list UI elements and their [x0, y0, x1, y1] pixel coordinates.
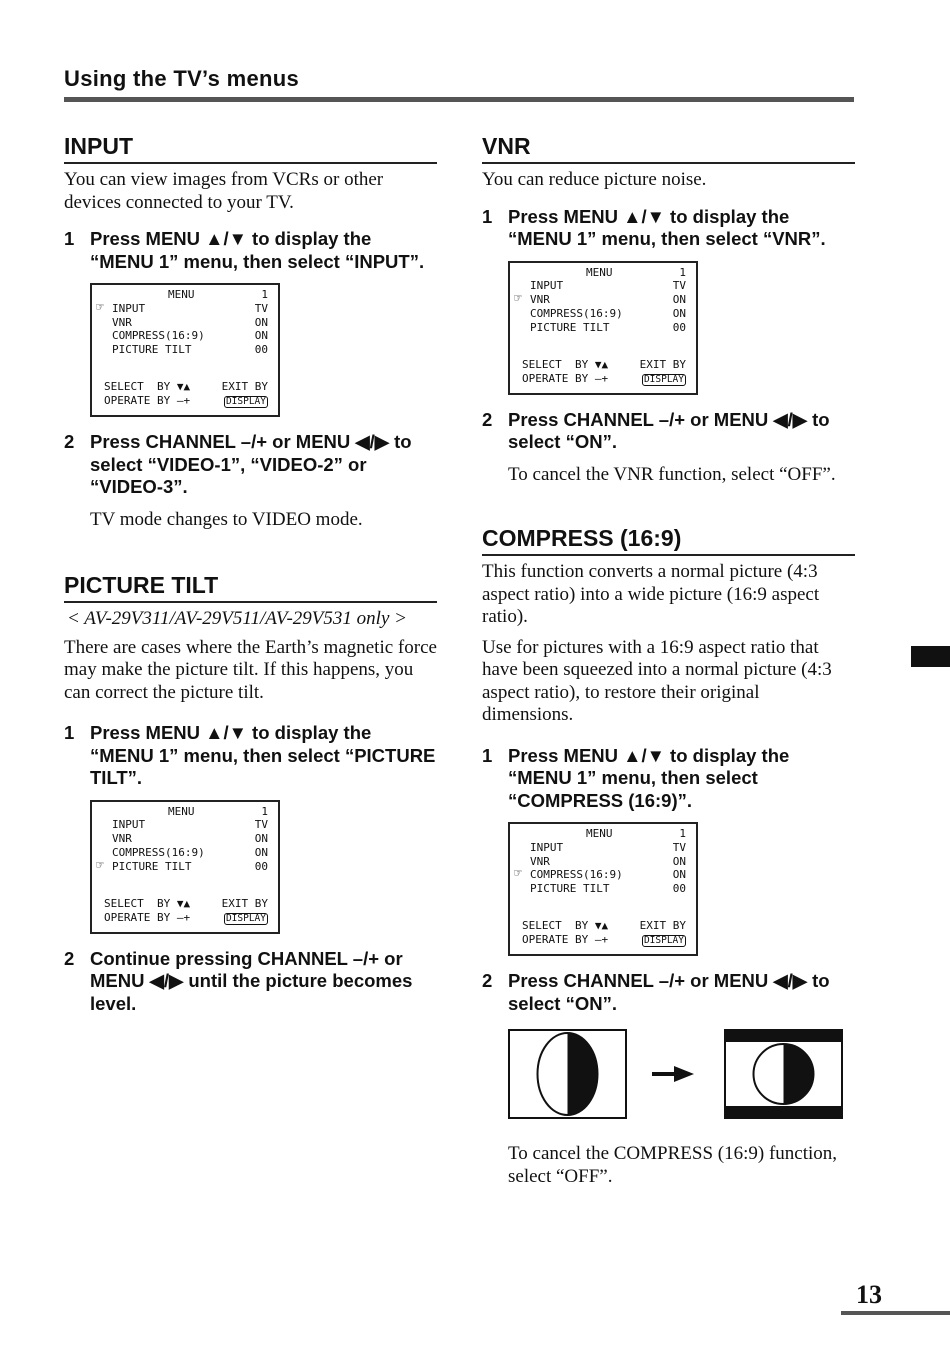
menu-item-value: TV [672, 279, 686, 293]
display-button-label: DISPLAY [643, 373, 684, 385]
menu-item-row [510, 868, 696, 882]
menu-item-value: TV [254, 301, 268, 315]
vnr-intro: You can reduce picture noise. [482, 169, 707, 190]
compress-section-title: COMPRESS (16:9) [482, 522, 855, 556]
menu-title: MENU [586, 265, 613, 279]
compress-step-2 [482, 970, 855, 1015]
input-step-1 [64, 228, 437, 273]
menu-footer-row [510, 919, 696, 933]
menu-item-value: TV [254, 818, 268, 832]
picture-tilt-section-title: PICTURE TILT [64, 569, 437, 603]
step-text: Press CHANNEL –/+ or MENU ◀/▶ to select “ON”. [508, 408, 830, 452]
menu-item-value: ON [254, 315, 268, 329]
step-text: Press CHANNEL –/+ or MENU ◀/▶ to select “VIDEO-1”, “VIDEO-2” or “VIDEO-3”. [90, 431, 412, 497]
menu-footer-row [510, 933, 696, 947]
menu-item-label: INPUT [112, 301, 146, 315]
compress-diagram [508, 1029, 855, 1125]
vnr-step-2-note: To cancel the VNR function, select “OFF”. [508, 463, 836, 485]
display-button-label: DISPLAY [225, 396, 266, 408]
menu-screen-input [90, 283, 280, 417]
menu-item-value: TV [672, 840, 686, 854]
pointing-hand-icon: ☞ [96, 857, 104, 873]
menu-operate-label: OPERATE BY —+ [522, 933, 609, 947]
pointing-hand-icon: ☞ [96, 299, 104, 315]
step-text: Press CHANNEL –/+ or MENU ◀/▶ to select “ON”. [508, 970, 830, 1014]
menu-item-label: COMPRESS(16:9) [112, 329, 205, 343]
menu-item-value: ON [672, 293, 686, 307]
menu-footer-row [510, 372, 696, 386]
step-number: 1 [64, 722, 75, 743]
menu-item-label: COMPRESS(16:9) [530, 306, 623, 320]
menu-item-label: INPUT [112, 818, 146, 832]
menu-select-label: SELECT BY ▼▲ [522, 357, 609, 371]
menu-item-label: COMPRESS(16:9) [530, 868, 623, 882]
input-section [64, 130, 437, 531]
menu-item-row [92, 316, 278, 330]
input-step-2-note: TV mode changes to VIDEO mode. [90, 508, 363, 530]
menu-item-label: VNR [112, 315, 132, 329]
menu-item-label: INPUT [530, 840, 564, 854]
menu-item-value: 00 [254, 859, 268, 873]
menu-item-value: ON [254, 329, 268, 343]
menu-item-value: ON [254, 832, 268, 846]
menu-title-number: 1 [679, 827, 686, 840]
menu-item-row [510, 855, 696, 869]
step-number: 2 [64, 431, 75, 452]
compress-step-2-note: To cancel the COMPRESS (16:9) function, select “OFF”. [508, 1143, 838, 1187]
menu-item-row [92, 343, 278, 357]
menu-title-number: 1 [261, 288, 268, 301]
page-number-rule [841, 1311, 950, 1315]
compress-step-1 [482, 745, 855, 813]
step-text: Continue pressing CHANNEL –/+ or MENU ◀/▶ until the picture becomes level. [90, 947, 413, 1014]
menu-item-label: COMPRESS(16:9) [112, 845, 205, 859]
step-text: Press MENU ▲/▼ to display the “MENU 1” menu, then select “COMPRESS (16:9)”. [508, 744, 790, 811]
menu-screen-vnr [508, 261, 698, 395]
compress-illustration [508, 1029, 848, 1125]
menu-item-row [510, 279, 696, 293]
menu-exit-label: EXIT BY [221, 380, 268, 394]
menu-footer-row [92, 380, 278, 394]
step-number: 2 [64, 947, 75, 969]
menu-select-label: SELECT BY ▼▲ [522, 919, 609, 933]
menu-item-value: 00 [672, 882, 686, 896]
display-button-label: DISPLAY [643, 935, 684, 947]
left-column [64, 130, 437, 1025]
compress-section [482, 522, 855, 1188]
section-side-tab [911, 646, 950, 667]
step-number: 1 [482, 744, 493, 766]
step-number: 1 [64, 228, 75, 249]
menu-footer-row [92, 911, 278, 925]
menu-operate-label: OPERATE BY —+ [104, 394, 191, 408]
step-text: Press MENU ▲/▼ to display the “MENU 1” menu, then select “PICTURE TILT”. [90, 722, 436, 788]
menu-item-row [92, 329, 278, 343]
right-column [482, 130, 855, 1188]
menu-item-label: PICTURE TILT [112, 859, 192, 873]
menu-title: MENU [168, 804, 195, 818]
vnr-section-title: VNR [482, 130, 855, 164]
menu-footer-row [510, 358, 696, 372]
compress-intro-2: Use for pictures with a 16:9 aspect ratio that have been squeezed into a normal picture (4:3 aspect ratio), to restore their original dimensions. [482, 636, 832, 725]
menu-title-row [510, 266, 696, 280]
picture-tilt-step-1 [64, 722, 437, 790]
menu-exit-label: EXIT BY [221, 896, 268, 910]
menu-title-row [510, 827, 696, 841]
menu-exit-label: EXIT BY [639, 919, 686, 933]
menu-screen-compress [508, 822, 698, 956]
menu-operate-label: OPERATE BY —+ [522, 371, 609, 385]
menu-item-label: PICTURE TILT [112, 343, 192, 357]
menu-footer-row [92, 394, 278, 408]
menu-title: MENU [586, 827, 613, 840]
menu-select-label: SELECT BY ▼▲ [104, 896, 191, 910]
menu-title-row [92, 805, 278, 819]
arrow-icon [652, 1066, 694, 1082]
menu-item-row [510, 321, 696, 335]
menu-item-row [92, 832, 278, 846]
compress-intro-1: This function converts a normal picture (4:3 aspect ratio) into a wide picture (16:9 aspect ratio). [482, 561, 820, 627]
normal-picture-illustration [509, 1030, 626, 1118]
menu-item-label: VNR [530, 293, 550, 307]
step-number: 1 [482, 205, 493, 227]
menu-screen-picture-tilt [90, 800, 280, 934]
menu-item-row [92, 857, 278, 874]
menu-item-label: VNR [530, 854, 550, 868]
pointing-hand-icon: ☞ [514, 291, 522, 307]
menu-item-value: ON [672, 868, 686, 882]
picture-tilt-models: < AV-29V311/AV-29V511/AV-29V531 only > [67, 608, 407, 629]
menu-item-label: PICTURE TILT [530, 882, 610, 896]
menu-title-row [92, 288, 278, 302]
menu-item-row [510, 293, 696, 307]
menu-item-row [510, 307, 696, 321]
step-number: 2 [482, 408, 493, 430]
picture-tilt-intro: There are cases where the Earth’s magnetic force may make the picture tilt. If this happens, you can correct the picture tilt. [64, 636, 437, 703]
menu-display-wrap [642, 933, 686, 947]
menu-item-label: INPUT [530, 279, 564, 293]
step-text: Press MENU ▲/▼ to display the “MENU 1” menu, then select “VNR”. [508, 205, 826, 249]
menu-display-wrap [224, 394, 268, 408]
vnr-step-2 [482, 409, 855, 454]
page-number: 13 [856, 1280, 882, 1309]
menu-item-value: ON [672, 306, 686, 320]
picture-tilt-step-2 [64, 948, 437, 1016]
picture-tilt-section [64, 569, 437, 1015]
step-text: Press MENU ▲/▼ to display the “MENU 1” menu, then select “INPUT”. [90, 228, 425, 272]
input-intro: You can view images from VCRs or other devices connected to your TV. [64, 169, 384, 213]
wide-picture-illustration [725, 1030, 842, 1118]
vnr-section [482, 130, 855, 486]
input-step-2 [64, 431, 437, 499]
menu-item-value: ON [254, 845, 268, 859]
menu-item-value: ON [672, 854, 686, 868]
menu-title-number: 1 [261, 804, 268, 818]
menu-item-label: VNR [112, 832, 132, 846]
pointing-hand-icon: ☞ [514, 866, 522, 882]
menu-title: MENU [168, 288, 195, 301]
menu-display-wrap [642, 372, 686, 386]
input-section-title: INPUT [64, 130, 437, 164]
display-button-label: DISPLAY [225, 912, 266, 924]
menu-footer-row [92, 897, 278, 911]
vnr-step-1 [482, 206, 855, 251]
menu-item-value: 00 [254, 343, 268, 357]
menu-title-number: 1 [679, 265, 686, 279]
menu-item-row [92, 846, 278, 860]
menu-item-row [92, 299, 278, 316]
menu-operate-label: OPERATE BY —+ [104, 910, 191, 924]
header-rule [64, 97, 854, 102]
menu-item-row [510, 841, 696, 855]
menu-item-label: PICTURE TILT [530, 320, 610, 334]
menu-display-wrap [224, 911, 268, 925]
menu-item-row [92, 818, 278, 832]
menu-select-label: SELECT BY ▼▲ [104, 380, 191, 394]
menu-item-value: 00 [672, 320, 686, 334]
menu-exit-label: EXIT BY [639, 357, 686, 371]
menu-item-row [510, 882, 696, 896]
page-header: Using the TV’s menus [64, 66, 300, 91]
step-number: 2 [482, 970, 493, 991]
